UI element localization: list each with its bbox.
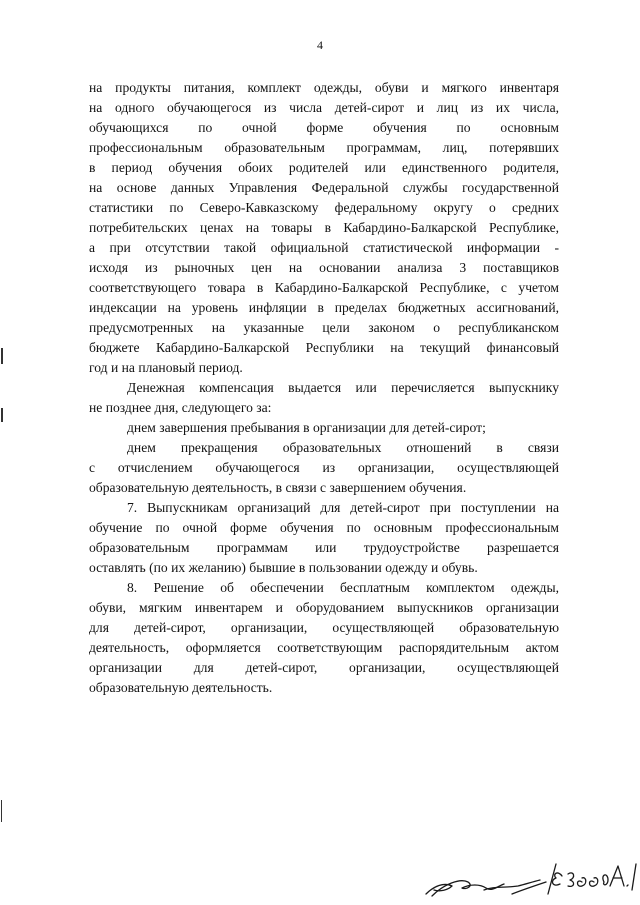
- document-body: [89, 78, 559, 698]
- text-line: профессиональным образовательным программам, лиц, потерявших: [89, 140, 559, 155]
- text-line: обуви, мягким инвентарем и оборудованием выпускников организации: [89, 600, 559, 615]
- text-line: 7. Выпускникам организаций для детей-сирот при поступлении на: [127, 500, 559, 515]
- text-line: образовательную деятельность.: [89, 680, 273, 695]
- text-line: предусмотренных на указанные цели законом о республиканском: [89, 320, 559, 335]
- text-line: обучающихся по очной форме обучения по основным: [89, 120, 559, 135]
- paragraph: [89, 578, 559, 698]
- text-line: бюджете Кабардино-Балкарской Республики на текущий финансовый: [89, 340, 559, 355]
- text-line: год и на плановый период.: [89, 360, 243, 375]
- text-line: деятельность, оформляется соответствующим распорядительным актом: [89, 640, 559, 655]
- text-line: на одного обучающегося из числа детей-сирот и лиц из их числа,: [89, 100, 559, 115]
- text-line: на основе данных Управления Федеральной службы государственной: [89, 180, 559, 195]
- text-line: потребительских ценах на товары в Кабардино-Балкарской Республике,: [89, 220, 559, 235]
- text-line: соответствующего товара в Кабардино-Балкарской Республике, с учетом: [89, 280, 559, 295]
- text-line: в период обучения обоих родителей или единственного родителя,: [89, 160, 559, 175]
- page-number: 4: [317, 38, 323, 52]
- text-line: исходя из рыночных цен на основании анализа 3 поставщиков: [89, 260, 559, 275]
- text-line: индексации на уровень инфляции в пределах бюджетных ассигнований,: [89, 300, 559, 315]
- handwritten-signature: [422, 856, 637, 904]
- text-line: для детей-сирот, организации, осуществляющей образовательную: [89, 620, 559, 635]
- text-line: а при отсутствии такой официальной статистической информации -: [89, 240, 559, 255]
- text-line: 8. Решение об обеспечении бесплатным комплектом одежды,: [127, 580, 559, 595]
- text-line: образовательным программам или трудоустройстве разрешается: [89, 540, 559, 555]
- margin-scan-mark: [1, 800, 2, 822]
- text-line: не позднее дня, следующего за:: [89, 400, 272, 415]
- text-line: на продукты питания, комплект одежды, обуви и мягкого инвентаря: [89, 80, 559, 95]
- text-line: образовательную деятельность, в связи с завершением обучения.: [89, 480, 467, 495]
- text-line: статистики по Северо-Кавказскому федеральному округу о средних: [89, 200, 559, 215]
- margin-scan-mark: [1, 408, 3, 422]
- text-line: днем завершения пребывания в организации для детей-сирот;: [127, 420, 486, 435]
- text-line: днем прекращения образовательных отношений в связи: [127, 440, 559, 455]
- text-line: Денежная компенсация выдается или перечисляется выпускнику: [127, 380, 559, 395]
- paragraph: [89, 438, 559, 498]
- text-line: с отчислением обучающегося из организации, осуществляющей: [89, 460, 559, 475]
- text-line: обучение по очной форме обучения по основным профессиональным: [89, 520, 559, 535]
- text-line: организации для детей-сирот, организации, осуществляющей: [89, 660, 559, 675]
- paragraph: [89, 378, 559, 418]
- paragraph: [89, 418, 559, 438]
- margin-scan-mark: [1, 348, 3, 364]
- paragraph: [89, 78, 559, 378]
- paragraph: [89, 498, 559, 578]
- text-line: оставлять (по их желанию) бывшие в пользовании одежду и обувь.: [89, 560, 478, 575]
